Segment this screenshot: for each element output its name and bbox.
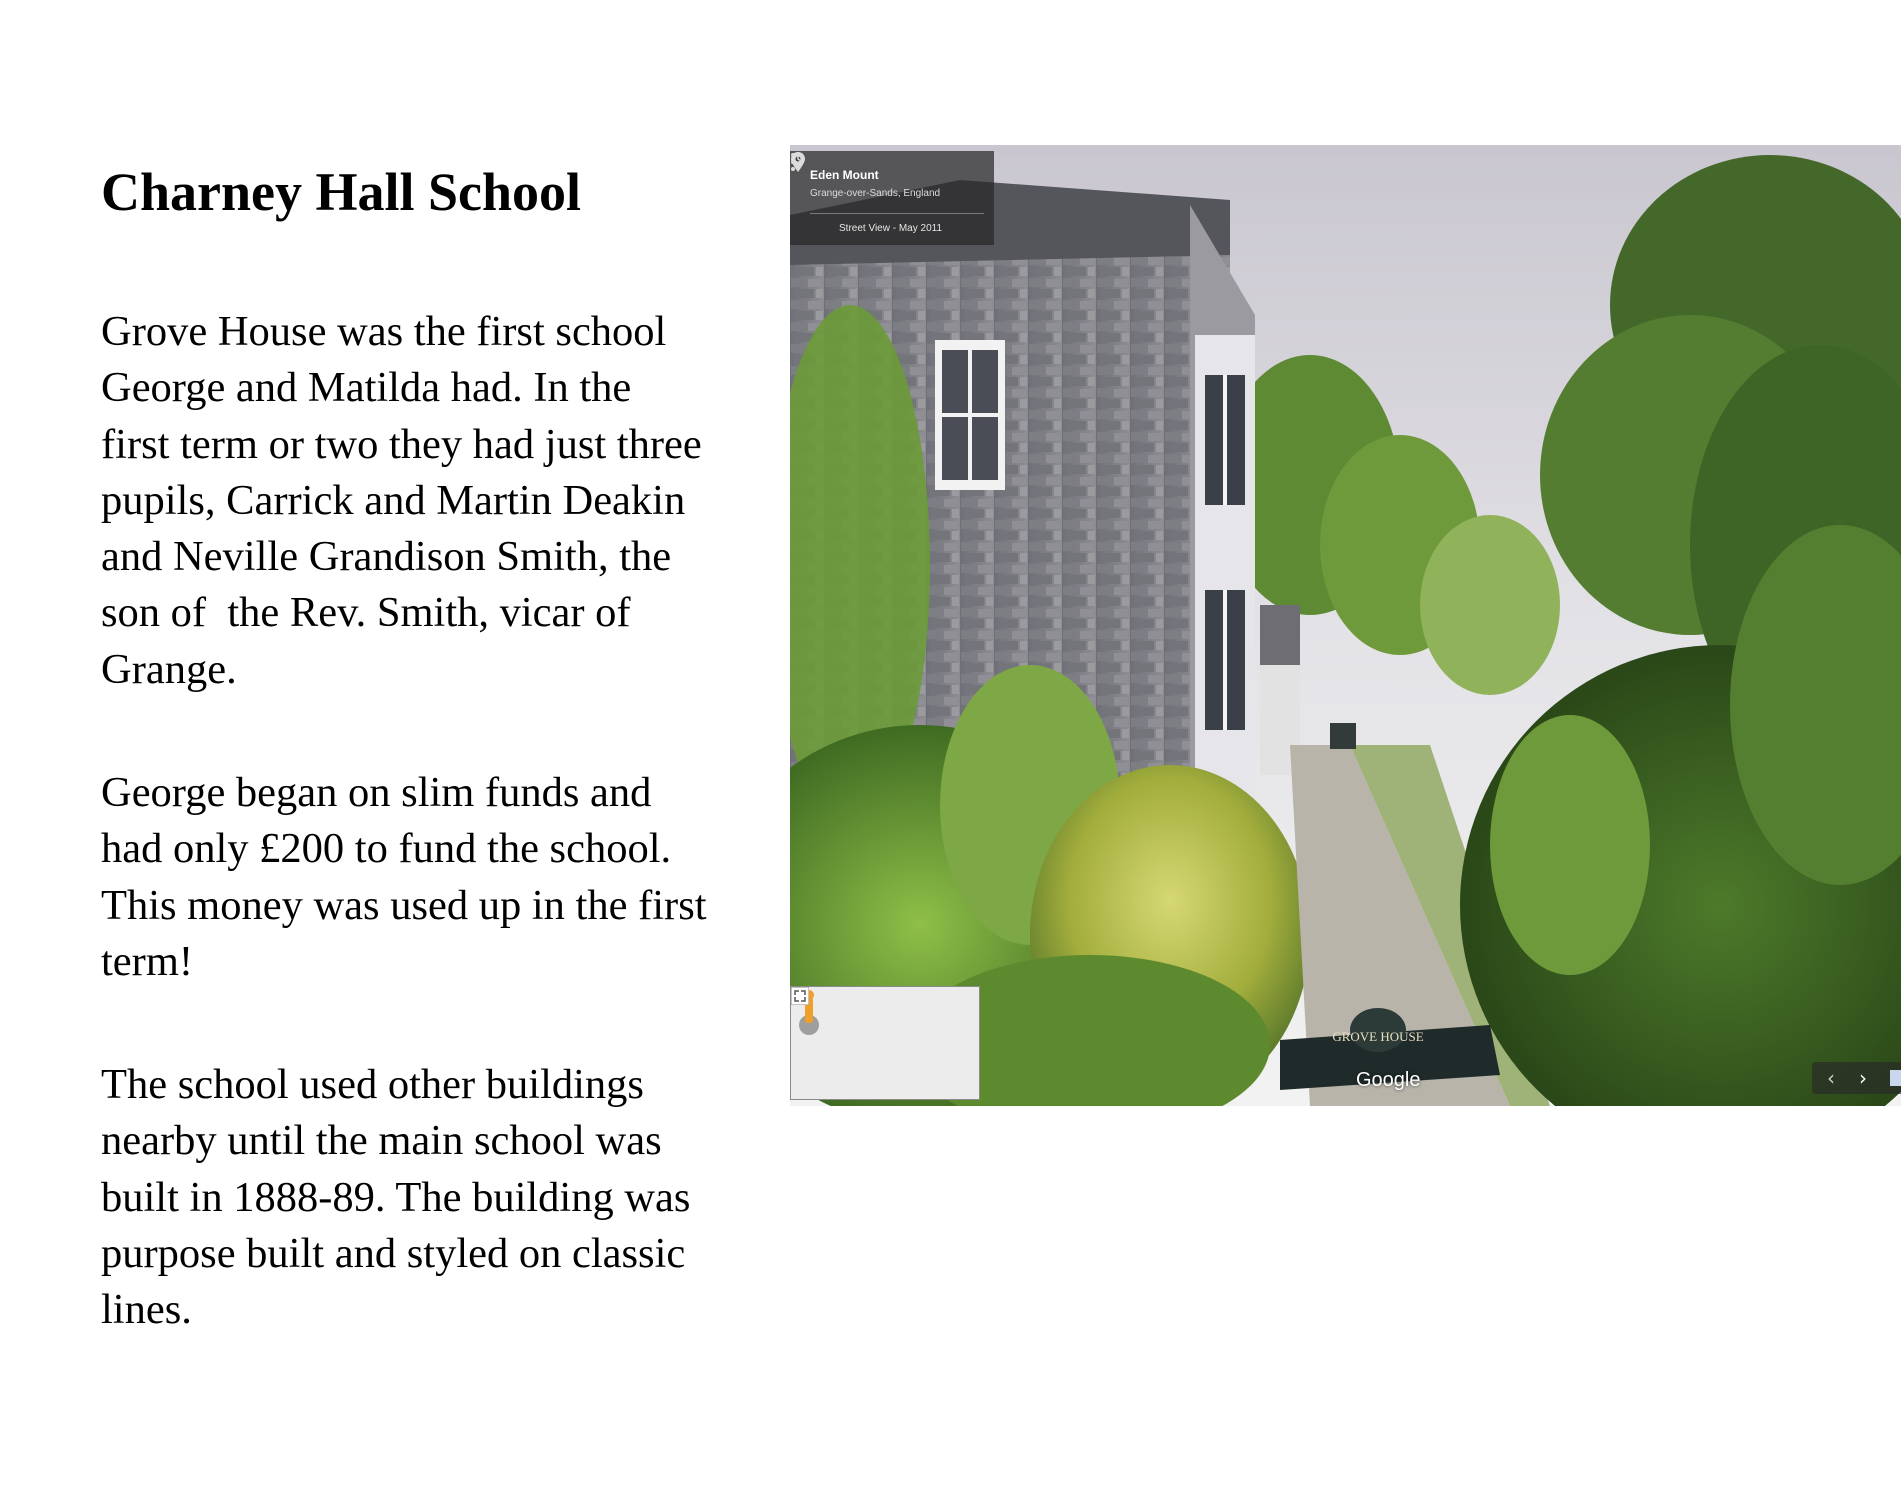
card-divider <box>810 213 984 214</box>
place-name: Eden Mount <box>810 168 879 182</box>
photo-navigation <box>1812 1062 1901 1094</box>
expand-icon[interactable] <box>791 987 809 1005</box>
text-line: son of the Rev. Smith, vicar of <box>101 589 631 637</box>
history-clock-icon[interactable] <box>790 151 806 167</box>
place-region: Grange-over-Sands, England <box>810 188 941 199</box>
text-line: Grange. <box>101 645 237 693</box>
text-line: The school used other buildings <box>101 1061 644 1108</box>
street-view-info-card <box>790 151 994 245</box>
street-view-date: Street View - May 2011 <box>839 223 943 234</box>
street-view-photo[interactable] <box>790 145 1901 1106</box>
text-line: Grove House was the first school <box>101 308 667 355</box>
text-line: first term or two they had just three <box>101 420 702 468</box>
text-line: pupils, Carrick and Martin Deakin <box>101 476 686 524</box>
google-watermark: Google <box>1356 1069 1421 1091</box>
panel-tab[interactable] <box>1890 1070 1901 1086</box>
paragraph-funds <box>101 765 761 990</box>
text-line: had only £200 to fund the school. <box>101 825 672 873</box>
text-line: This money was used up in the first <box>101 881 707 929</box>
street-scene <box>790 145 1901 1106</box>
gate-sign-text: GROVE HOUSE <box>1332 1029 1424 1044</box>
chevron-right-icon[interactable]: › <box>1859 1066 1867 1090</box>
text-line: George and Matilda had. In the <box>101 364 632 412</box>
page-title: Charney Hall School <box>101 162 582 222</box>
text-line: lines. <box>101 1286 192 1334</box>
chevron-left-icon[interactable]: ‹ <box>1827 1066 1835 1090</box>
text-line: built in 1888-89. The building was <box>101 1173 691 1221</box>
text-line: nearby until the main school was <box>101 1117 662 1165</box>
text-line: term! <box>101 937 194 985</box>
text-line: purpose built and styled on classic <box>101 1229 686 1277</box>
text-line: George began on slim funds and <box>101 769 652 816</box>
paragraph-buildings <box>101 1057 761 1338</box>
text-line: and Neville Grandison Smith, the <box>101 533 672 581</box>
minimap[interactable] <box>790 986 980 1100</box>
paragraph-grove-house <box>101 304 761 698</box>
